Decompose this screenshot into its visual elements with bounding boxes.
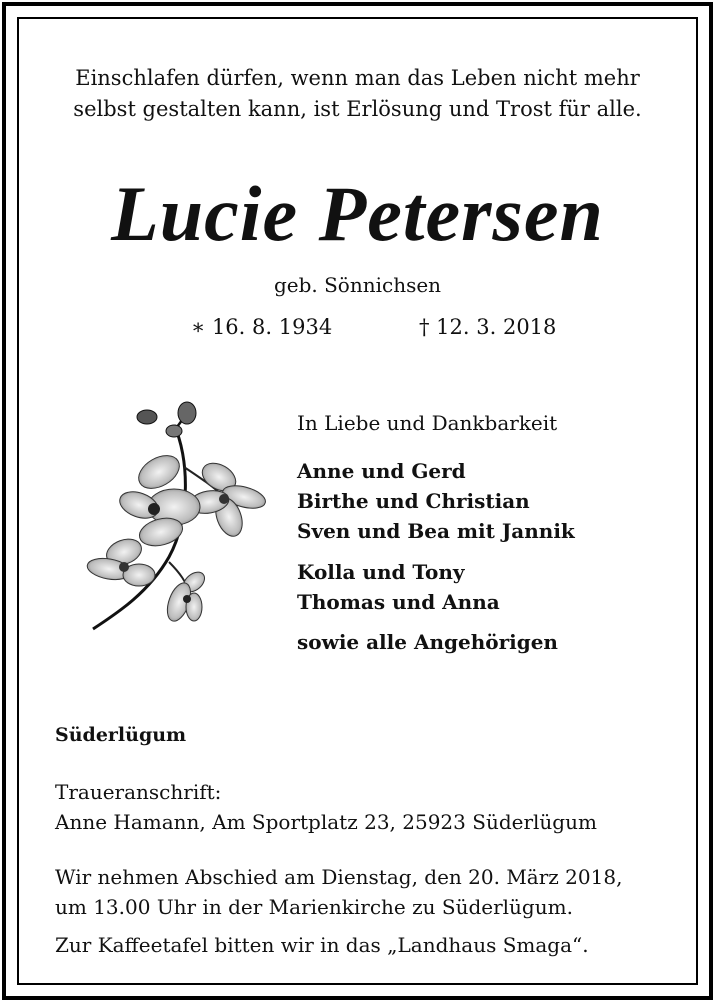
birth-name: geb. Sönnichsen xyxy=(273,273,442,297)
funeral-info xyxy=(55,862,622,922)
deceased-name: Lucie Petersen xyxy=(111,170,604,257)
coffee-invitation: Zur Kaffeetafel bitten wir in das „Landhaus Smaga“. xyxy=(55,933,589,957)
obituary-card xyxy=(17,17,698,985)
mourner-line: Anne und Gerd xyxy=(297,459,466,483)
motto-line-2: selbst gestalten kann, ist Erlösung und Trost für alle. xyxy=(73,97,642,121)
funeral-line-1: Wir nehmen Abschied am Dienstag, den 20. März 2018, xyxy=(55,865,623,889)
orchid-branch-icon xyxy=(79,397,279,647)
mourner-line: Thomas und Anna xyxy=(297,590,500,614)
motto-quote xyxy=(19,63,696,125)
mourners-intro: In Liebe und Dankbarkeit xyxy=(297,411,558,435)
mourners-group-2 xyxy=(297,557,500,617)
death-date: † 12. 3. 2018 xyxy=(419,315,557,339)
mourner-line: Sven und Bea mit Jannik xyxy=(297,519,575,543)
mourners-group-1 xyxy=(297,456,575,546)
condolence-address xyxy=(55,777,597,837)
funeral-line-2: um 13.00 Uhr in der Marienkirche zu Süderlügum. xyxy=(55,895,573,919)
mourner-line: Birthe und Christian xyxy=(297,489,530,513)
address-value: Anne Hamann, Am Sportplatz 23, 25923 Süderlügum xyxy=(55,810,597,834)
birth-date: ∗ 16. 8. 1934 xyxy=(191,315,333,339)
outer-frame xyxy=(2,2,713,1000)
motto-line-1: Einschlafen dürfen, wenn man das Leben nicht mehr xyxy=(75,66,640,90)
mourner-line: Kolla und Tony xyxy=(297,560,465,584)
address-label: Traueranschrift: xyxy=(55,780,222,804)
location-name: Süderlügum xyxy=(55,724,187,746)
mourners-others: sowie alle Angehörigen xyxy=(297,630,558,654)
